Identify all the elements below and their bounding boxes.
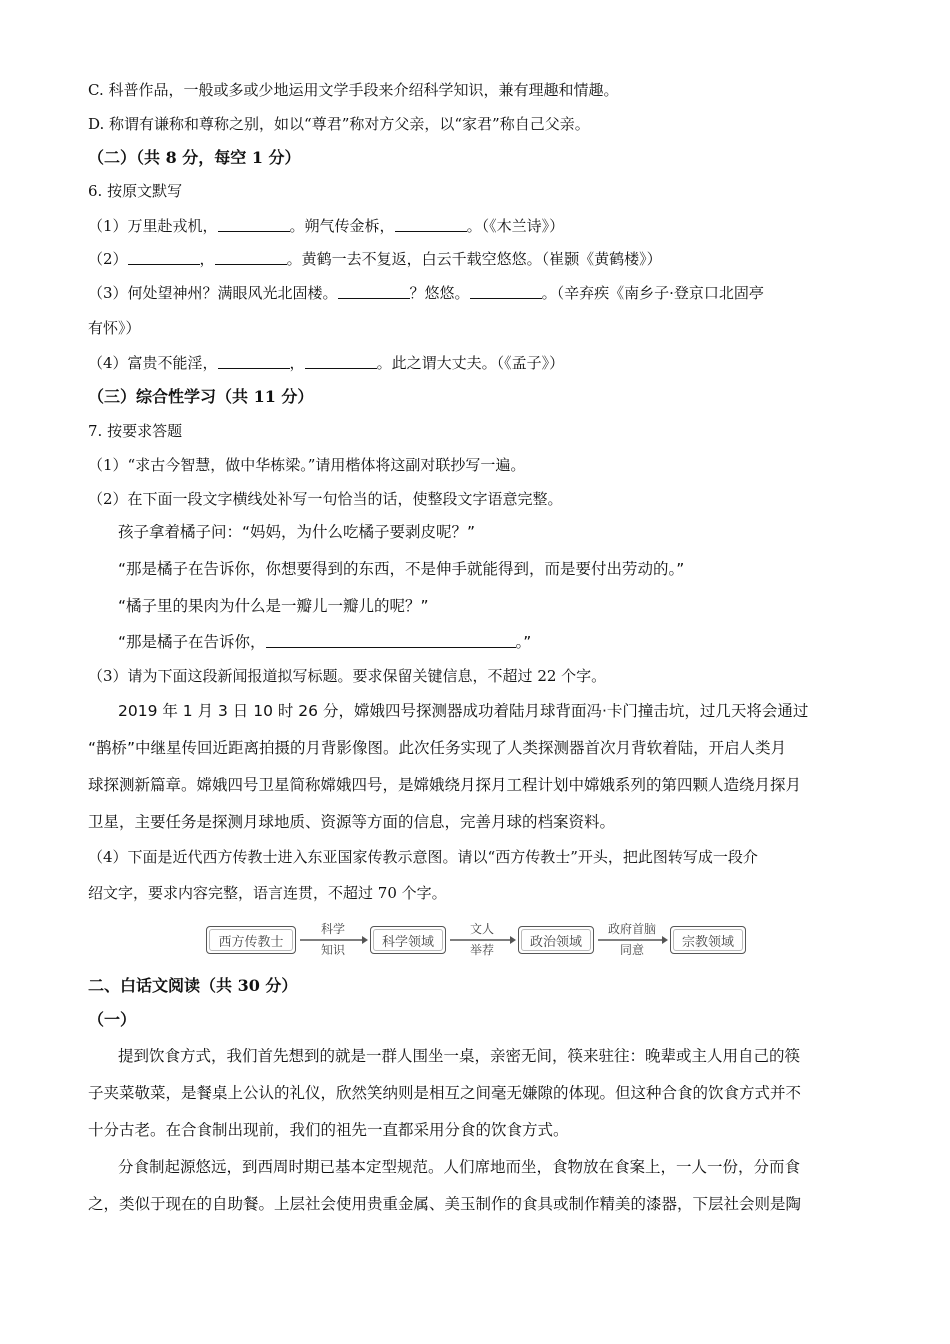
- answer-blank[interactable]: [218, 354, 290, 369]
- q7-2-dialog-1: 孩子拿着橘子问：“妈妈，为什么吃橘子要剥皮呢？”: [118, 523, 476, 541]
- article-line-5: 之，类似于现在的自助餐。上层社会使用贵重金属、美玉制作的食具或制作精美的漆器，下层社会则是陶: [88, 1195, 802, 1213]
- q6-item-4: [88, 353, 564, 373]
- q7-item-1: （1）“求古今智慧，做中华栋梁。”请用楷体将这副对联抄写一遍。: [88, 456, 526, 474]
- flow-node: 政治领域: [518, 926, 594, 954]
- q6-3-text-b: ？悠悠。: [409, 284, 470, 302]
- q7-item-2: （2）在下面一段文字横线处补写一句恰当的话，使整段文字语意完整。: [88, 490, 563, 508]
- part-2-subheading: （一）: [88, 1010, 137, 1029]
- q7-2-dialog-4-text-a: “那是橘子在告诉你，: [118, 633, 266, 651]
- answer-blank[interactable]: [338, 284, 410, 299]
- option-d: D. 称谓有谦称和尊称之别，如以“尊君”称对方父亲，以“家君”称自己父亲。: [88, 115, 590, 133]
- q6-3-text-c: 。（辛弃疾《南乡子·登京口北固亭: [541, 284, 764, 302]
- missionary-flow-diagram: [206, 920, 746, 960]
- q6-1-text-c: 。（《木兰诗》）: [466, 217, 565, 235]
- article-line-1: 提到饮食方式，我们首先想到的就是一群人围坐一桌，亲密无间，筷来驻往：晚辈或主人用自己的筷: [118, 1047, 801, 1065]
- q6-1-text-a: （1）万里赴戎机，: [88, 217, 218, 235]
- answer-blank[interactable]: [470, 284, 542, 299]
- flow-arrow: [298, 920, 368, 960]
- q7-item-4: （4）下面是近代西方传教士进入东亚国家传教示意图。请以“西方传教士”开头，把此图转写成一段介: [88, 848, 758, 866]
- flow-node: 宗教领域: [670, 926, 746, 954]
- flow-arrow-label-top: 科学: [320, 922, 345, 936]
- q6-item-2: [88, 249, 662, 269]
- question-7-title: 7. 按要求答题: [88, 422, 183, 440]
- answer-blank[interactable]: [215, 250, 287, 265]
- q6-item-3: [88, 283, 764, 303]
- flow-arrow-label-top: 文人: [469, 922, 494, 936]
- q7-2-dialog-4-text-b: 。”: [515, 633, 532, 651]
- q6-4-text-c: 。此之谓大丈夫。（《孟子》）: [376, 354, 565, 372]
- flow-arrow: [596, 920, 668, 960]
- q7-2-dialog-4: [118, 632, 531, 652]
- news-line-2: “鹊桥”中继星传回近距离拍摄的月背影像图。此次任务实现了人类探测器首次月背软着陆，开启人类月: [88, 739, 787, 757]
- flow-arrow-label-bottom: 知识: [320, 943, 345, 957]
- q6-item-1: [88, 216, 564, 236]
- flow-arrow: [448, 920, 516, 960]
- answer-blank[interactable]: [218, 217, 290, 232]
- option-c: C. 科普作品，一般或多或少地运用文学手段来介绍科学知识，兼有理趣和情趣。: [88, 81, 619, 99]
- answer-blank[interactable]: [128, 250, 200, 265]
- q6-2-text-c: 。黄鹤一去不复返，白云千载空悠悠。（崔颢《黄鹤楼》）: [286, 250, 662, 268]
- section-2-heading: （二）（共 8 分，每空 1 分）: [88, 148, 301, 167]
- answer-blank[interactable]: [305, 354, 377, 369]
- q6-item-3-cont: 有怀》）: [88, 319, 141, 337]
- q6-2-text-a: （2）: [88, 250, 128, 268]
- q6-1-text-b: 。朔气传金柝，: [289, 217, 395, 235]
- flow-node: 西方传教士: [206, 926, 296, 954]
- article-line-4: 分食制起源悠远，到西周时期已基本定型规范。人们席地而坐，食物放在食案上，一人一份，分而食: [118, 1158, 801, 1176]
- q7-item-3: （3）请为下面这段新闻报道拟写标题。要求保留关键信息，不超过 22 个字。: [88, 667, 607, 685]
- news-line-1: 2019 年 1 月 3 日 10 时 26 分，嫦娥四号探测器成功着陆月球背面冯·卡门撞击坑，过几天将会通过: [118, 702, 809, 720]
- answer-blank[interactable]: [395, 217, 467, 232]
- news-line-4: 卫星，主要任务是探测月球地质、资源等方面的信息，完善月球的档案资料。: [88, 813, 616, 831]
- q6-4-text-b: ，: [289, 354, 305, 372]
- article-line-2: 子夹菜敬菜，是餐桌上公认的礼仪，欣然笑纳则是相互之间毫无嫌隙的体现。但这种合食的饮食方式并不: [88, 1084, 802, 1102]
- q7-2-dialog-2: “那是橘子在告诉你，你想要得到的东西，不是伸手就能得到，而是要付出劳动的。”: [118, 560, 685, 578]
- flow-arrow-label-bottom: 同意: [619, 943, 644, 957]
- flow-arrow-label-top: 政府首脑: [607, 922, 656, 936]
- q7-2-dialog-3: “橘子里的果肉为什么是一瓣儿一瓣儿的呢？”: [118, 597, 429, 615]
- part-2-heading: 二、白话文阅读（共 30 分）: [88, 976, 298, 995]
- answer-blank[interactable]: [266, 633, 516, 648]
- q6-3-text-a: （3）何处望神州？满眼风光北固楼。: [88, 284, 338, 302]
- q6-2-text-b: ，: [199, 250, 215, 268]
- q7-item-4-cont: 绍文字，要求内容完整，语言连贯，不超过 70 个字。: [88, 884, 447, 902]
- q6-4-text-a: （4）富贵不能淫，: [88, 354, 218, 372]
- flow-node: 科学领域: [370, 926, 446, 954]
- flow-arrow-label-bottom: 举荐: [469, 943, 494, 957]
- article-line-3: 十分古老。在合食制出现前，我们的祖先一直都采用分食的饮食方式。: [88, 1121, 569, 1139]
- question-6-title: 6. 按原文默写: [88, 182, 183, 200]
- news-line-3: 球探测新篇章。嫦娥四号卫星简称嫦娥四号，是嫦娥绕月探月工程计划中嫦娥系列的第四颗人造绕月探月: [88, 776, 802, 794]
- section-3-heading: （三）综合性学习（共 11 分）: [88, 387, 314, 406]
